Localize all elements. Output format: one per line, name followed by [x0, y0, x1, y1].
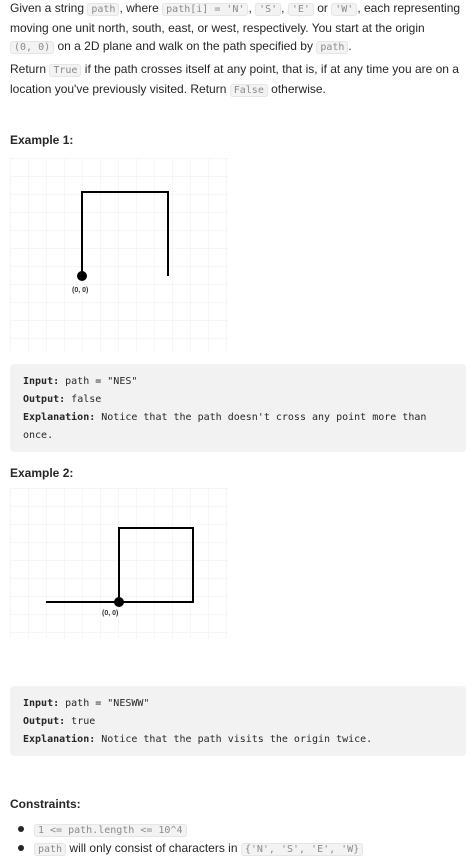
input-label: Input:	[23, 698, 60, 709]
output-label: Output:	[23, 716, 66, 727]
origin-dot	[114, 597, 124, 607]
constraints-list	[18, 820, 363, 858]
bullet-icon	[18, 845, 24, 851]
return-text: if the path crosses itself at any point, that is, if at any time you are on a location you've previously visited. Return	[10, 62, 459, 96]
explanation-value: once.	[23, 430, 54, 441]
inline-code: path[i] = 'N'	[162, 3, 248, 16]
origin-label: (0, 0)	[102, 610, 119, 617]
intro-text: Given a string	[10, 1, 88, 15]
example2-diagram	[10, 488, 228, 638]
inline-code: 'E'	[288, 3, 314, 16]
grid	[10, 158, 228, 352]
intro-text: ,	[248, 1, 256, 15]
return-text: Return	[10, 62, 50, 76]
return-text: otherwise.	[267, 82, 326, 96]
example2-heading: Example 2:	[10, 466, 74, 480]
inline-code: True	[49, 64, 81, 77]
explanation-label: Explanation:	[23, 734, 96, 745]
intro-text: , each representing moving one unit north, south, east, or west, respectively. You start at the origin	[10, 1, 461, 35]
input-value: path = "NES"	[59, 376, 138, 387]
intro-text: on a 2D plane and walk on the path specified by	[54, 39, 317, 53]
origin-label: (0, 0)	[72, 287, 89, 294]
output-label: Output:	[23, 394, 66, 405]
constraint-text: will only consist of characters in	[66, 841, 241, 855]
inline-code: (0, 0)	[10, 41, 54, 54]
explanation-value: Notice that the path visits the origin twice.	[95, 734, 373, 745]
inline-code: 'W'	[331, 3, 357, 16]
inline-code: 1 <= path.length <= 10^4	[34, 824, 187, 837]
constraints-heading: Constraints:	[10, 797, 81, 811]
intro-text: or	[313, 1, 332, 15]
inline-code: {'N', 'S', 'E', 'W}	[241, 843, 363, 856]
problem-intro	[10, 0, 468, 57]
inline-code: path	[87, 3, 119, 16]
return-paragraph	[10, 60, 468, 100]
constraint-item	[18, 839, 363, 857]
origin-dot	[77, 271, 87, 281]
intro-text: .	[348, 39, 352, 53]
constraint-item	[18, 820, 363, 838]
inline-code: False	[230, 84, 268, 97]
example1-diagram	[10, 158, 228, 352]
output-value: true	[65, 716, 96, 727]
intro-text: , where	[119, 1, 163, 15]
example2-codeblock	[10, 686, 466, 756]
input-label: Input:	[23, 376, 60, 387]
inline-code: path	[34, 843, 66, 856]
output-value: false	[65, 394, 102, 405]
input-value: path = "NESWW"	[59, 698, 150, 709]
explanation-value: Notice that the path doesn't cross any point more than	[95, 412, 427, 423]
example1-heading: Example 1:	[10, 133, 74, 147]
example1-codeblock	[10, 364, 466, 452]
inline-code: 'S'	[255, 3, 281, 16]
explanation-label: Explanation:	[23, 412, 96, 423]
inline-code: path	[316, 41, 348, 54]
intro-text: ,	[281, 1, 288, 15]
bullet-icon	[18, 826, 24, 832]
